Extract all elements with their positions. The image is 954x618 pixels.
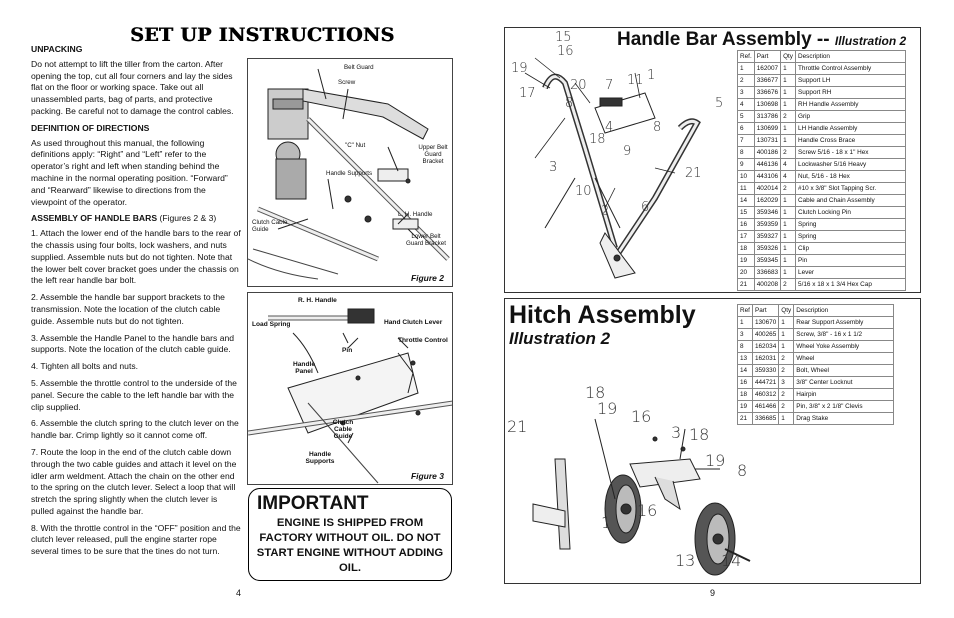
cell-part: 162034 [752,341,778,353]
callout-number: 15 [555,30,572,45]
callout-number: 5 [715,96,724,111]
callout-number: 17 [519,86,536,101]
cell-description: Bolt, Wheel [794,365,894,377]
callout-number: 13 [675,551,696,570]
directions-text: As used throughout this manual, the following definitions apply: “Right” and “Left” refer to the operator’s right and left when standing behind the machine in the normal operating position. “Forward” and “Rearward” likewise to directions from the viewpoint of the operator. [31,137,228,207]
table-row [738,401,894,413]
cell-description: Support LH [796,75,906,87]
callout-number: 18 [585,383,606,402]
cell-qty: 3 [779,377,794,389]
cell-qty: 1 [781,255,796,267]
cell-qty: 1 [781,195,796,207]
cell-qty: 1 [781,243,796,255]
page-number-right: 9 [710,588,716,598]
fig3-label-pin: Pin [342,347,353,354]
table-row [738,329,894,341]
col-qty: Qty [779,305,794,317]
callout-number: 4 [605,120,614,135]
cell-ref: 11 [738,183,755,195]
cell-part: 336676 [754,87,780,99]
table-row [738,63,906,75]
cell-part: 359327 [754,231,780,243]
cell-part: 444721 [752,377,778,389]
figure-2 [247,58,453,287]
cell-qty: 2 [781,279,796,291]
callout-number: 19 [597,399,618,418]
unpacking-heading: UNPACKING [31,44,83,54]
instructions-column [31,40,241,563]
table-row [738,87,906,99]
col-description: Description [794,305,894,317]
col-description: Description [796,51,906,63]
cell-qty: 2 [781,183,796,195]
col-ref: Ref. [738,51,755,63]
callout-number: 18 [689,425,710,444]
fig2-label-handle-supports: Handle Supports [326,170,373,177]
cell-description: Lever [796,267,906,279]
cell-qty: 1 [781,207,796,219]
cell-part: 162007 [754,63,780,75]
handle-bar-assembly-panel [504,27,921,293]
cell-qty: 2 [779,401,794,413]
cell-ref: 16 [738,377,753,389]
callout-number: 9 [623,144,632,159]
cell-ref: 1 [738,63,755,75]
cell-qty: 1 [779,341,794,353]
cell-qty: 1 [781,135,796,147]
important-notice [248,488,452,581]
fig2-label-upper-guard: Upper Belt Guard Bracket [418,144,448,165]
table-row [738,135,906,147]
cell-qty: 2 [779,365,794,377]
cell-description: RH Handle Assembly [796,99,906,111]
cell-description: Pin [796,255,906,267]
step-4: 4. Tighten all bolts and nuts. [31,361,139,372]
cell-qty: 1 [779,413,794,425]
fig3-label-throttle-control: Throttle Control [398,337,448,344]
col-part: Part [754,51,780,63]
cell-part: 400265 [752,329,778,341]
assembly-heading [31,213,241,225]
cell-description: #10 x 3/8" Slot Tapping Scr. [796,183,906,195]
cell-ref: 8 [738,147,755,159]
cell-description: 5/16 x 18 x 1 3/4 Hex Cap [796,279,906,291]
fig2-label-screw: Screw [338,79,356,86]
callout-number: 16 [637,501,658,520]
table-row [738,353,894,365]
cell-ref: 14 [738,195,755,207]
cell-ref: 15 [738,207,755,219]
callout-number: 1 [601,513,612,532]
cell-part: 162029 [754,195,780,207]
cell-qty: 1 [781,99,796,111]
important-text: ENGINE IS SHIPPED FROM FACTORY WITHOUT OIL. DO NOT START ENGINE WITHOUT ADDING OIL. [256,517,444,574]
cell-part: 336685 [752,413,778,425]
table-row [738,123,906,135]
cell-description: Drag Stake [794,413,894,425]
cell-qty: 4 [781,159,796,171]
cell-part: 400208 [754,279,780,291]
table-row [738,171,906,183]
cell-qty: 1 [781,123,796,135]
table-row [738,111,906,123]
cell-part: 443106 [754,171,780,183]
cell-description: Wheel Yoke Assembly [794,341,894,353]
cell-ref: 16 [738,219,755,231]
cell-description: Throttle Control Assembly [796,63,906,75]
table-row [738,75,906,87]
callout-number: 6 [641,200,650,215]
cell-ref: 3 [738,87,755,99]
cell-ref: 9 [738,159,755,171]
page-number-left: 4 [236,588,242,598]
table-row [738,317,894,329]
cell-part: 446136 [754,159,780,171]
cell-ref: 14 [738,365,753,377]
cell-part: 130670 [752,317,778,329]
cell-part: 162031 [752,353,778,365]
callout-number: 1 [647,68,656,83]
cell-ref: 6 [738,123,755,135]
figure-2-caption: Figure 2 [410,273,444,283]
table-row [738,243,906,255]
fig3-label-handle-supports: Handle Supports [305,451,335,465]
cell-qty: 1 [781,231,796,243]
table-row [738,147,906,159]
cell-description: Clip [796,243,906,255]
cell-ref: 10 [738,171,755,183]
table-row [738,377,894,389]
step-6: 6. Assemble the clutch spring to the clutch lever on the handle bar. Crimp lightly so it cannot come off. [31,418,239,441]
cell-description: Wheel [794,353,894,365]
step-2: 2. Assemble the handle bar support brackets to the transmission. Note the location of the clutch cable guide. Assemble nuts but do not tighten. [31,292,225,326]
cell-part: 359345 [754,255,780,267]
cell-ref: 21 [738,413,753,425]
cell-part: 400186 [754,147,780,159]
cell-description: Spring [796,219,906,231]
cell-qty: 1 [779,329,794,341]
callout-number: 3 [671,423,682,442]
cell-description: Nut, 5/16 - 18 Hex [796,171,906,183]
cell-qty: 1 [781,63,796,75]
table-header-row [738,51,906,63]
cell-qty: 4 [781,171,796,183]
table-row [738,413,894,425]
cell-ref: 18 [738,389,753,401]
callout-number: 8 [653,120,662,135]
cell-part: 336677 [754,75,780,87]
cell-part: 130698 [754,99,780,111]
callout-number: 7 [605,78,614,93]
callout-number: 3 [549,160,558,175]
cell-part: 359330 [752,365,778,377]
cell-description: Rear Support Assembly [794,317,894,329]
callout-number: 19 [511,61,528,76]
fig3-label-hand-clutch-lever: Hand Clutch Lever [384,319,443,326]
fig3-label-rh-handle: R. H. Handle [298,297,337,304]
fig3-label-handle-panel: Handle Panel [293,361,315,375]
important-heading: IMPORTANT [257,493,369,514]
table-row [738,341,894,353]
cell-qty: 2 [781,147,796,159]
cell-description: Grip [796,111,906,123]
fig3-label-load-spring: Load Spring [252,321,291,328]
cell-description: Pin, 3/8" x 2 1/8" Clevis [794,401,894,413]
cell-description: Screw, 3/8" - 16 x 1 1/2 [794,329,894,341]
callout-number: 21 [685,166,702,181]
callout-number: 18 [589,132,606,147]
assembly-heading-ref: (Figures 2 & 3) [159,213,217,224]
table-header-row [738,305,894,317]
figure-3 [247,292,453,485]
table-row [738,207,906,219]
cell-description: Spring [796,231,906,243]
fig2-label-c-nut: "C" Nut [345,142,366,149]
cell-ref: 19 [738,255,755,267]
fig2-label-lower-guard: Lower Belt Guard Bracket [406,233,446,247]
cell-part: 359326 [754,243,780,255]
cell-part: 460312 [752,389,778,401]
hitch-subtitle: Illustration 2 [509,329,611,348]
cell-ref: 17 [738,231,755,243]
page-title: SET UP INSTRUCTIONS [130,24,395,46]
callout-number: 16 [631,407,652,426]
table-row [738,99,906,111]
cell-ref: 3 [738,329,753,341]
callout-number: 20 [570,78,587,93]
cell-ref: 19 [738,401,753,413]
col-ref: Ref [738,305,753,317]
callout-number: 2 [601,204,610,219]
callout-number: 10 [575,184,592,199]
cell-description: Hairpin [794,389,894,401]
callout-number: 8 [565,96,574,111]
handle-bar-drawing [505,28,737,293]
cell-qty: 1 [779,317,794,329]
callout-number: 11 [627,73,644,88]
cell-part: 313786 [754,111,780,123]
cell-description: 3/8" Center Locknut [794,377,894,389]
cell-ref: 20 [738,267,755,279]
table-row [738,159,906,171]
cell-ref: 21 [738,279,755,291]
fig2-label-l-handle: L. H. Handle [398,211,433,218]
cell-ref: 13 [738,353,753,365]
fig2-label-clutch-cable-guide: Clutch Cable Guide [252,219,288,233]
cell-qty: 2 [779,353,794,365]
cell-description: LH Handle Assembly [796,123,906,135]
table-row [738,279,906,291]
cell-part: 336683 [754,267,780,279]
unpacking-text: Do not attempt to lift the tiller from the carton. After opening the top, cut all four corners and lay the sides flat on the floor or working space. Take out all unassembled parts, bag of parts, and protective packing. Be careful not to damage the control cables. [31,58,234,116]
cell-ref: 18 [738,243,755,255]
cell-description: Clutch Locking Pin [796,207,906,219]
cell-ref: 8 [738,341,753,353]
table-row [738,183,906,195]
callout-number: 8 [737,461,748,480]
cell-part: 461466 [752,401,778,413]
handle-bar-parts-table [737,50,906,291]
cell-description: Lockwasher 5/16 Heavy [796,159,906,171]
callout-number: 14 [721,551,742,570]
cell-description: Support RH [796,87,906,99]
table-row [738,219,906,231]
table-row [738,231,906,243]
cell-qty: 2 [781,111,796,123]
table-row [738,267,906,279]
table-row [738,195,906,207]
callout-number: 16 [557,44,574,59]
col-qty: Qty [781,51,796,63]
callout-number: 19 [705,451,726,470]
step-7: 7. Route the loop in the end of the clutch cable down through the two cable guides and attach it level on the idler arm weldment. Attach the chain on the other end to the spring on the clutch lever. Select a loop that will stretch the spring slightly when the clutch lever is pulled against the handle bar. [31,446,237,516]
directions-heading: DEFINITION OF DIRECTIONS [31,122,150,133]
cell-ref: 7 [738,135,755,147]
handle-bar-subtitle: Illustration 2 [834,34,907,48]
table-row [738,365,894,377]
fig3-label-clutch-cable-guide: Clutch Cable Guide [332,419,354,440]
cell-ref: 2 [738,75,755,87]
table-row [738,389,894,401]
hitch-assembly-panel [504,298,921,584]
cell-description: Handle Cross Brace [796,135,906,147]
step-3: 3. Assemble the Handle Panel to the handle bars and supports. Note the location of the clutch cable guide. [31,332,235,355]
cell-qty: 2 [779,389,794,401]
hitch-title: Hitch Assembly [509,301,696,329]
cell-qty: 1 [781,87,796,99]
fig2-label-belt-guard: Belt Guard [344,64,374,71]
cell-part: 402014 [754,183,780,195]
cell-part: 130699 [754,123,780,135]
hitch-parts-table [737,304,894,425]
step-1: 1. Attach the lower end of the handle bars to the rear of the chassis using four bolts, lock washers, and nuts supplied. Assemble nuts but do not tighten. Note that the lower belt cover bracket goes under the chassis on the left rear handle bar bolt. [31,228,241,286]
step-8: 8. With the throttle control in the “OFF” position and the clutch lever released, pull the engine starter rope several times to be sure that the tines do not turn. [31,522,241,557]
cell-ref: 4 [738,99,755,111]
figure-3-caption: Figure 3 [410,471,444,481]
step-5: 5. Assemble the throttle control to the underside of the panel. Secure the cable to the left handle bar with the clip supplied. [31,377,237,412]
callout-number: 21 [507,417,528,436]
handle-bar-title-text: Handle Bar Assembly -- [617,29,830,50]
cell-part: 359346 [754,207,780,219]
cell-ref: 5 [738,111,755,123]
cell-qty: 1 [781,267,796,279]
table-row [738,255,906,267]
cell-part: 130731 [754,135,780,147]
cell-qty: 1 [781,75,796,87]
cell-qty: 1 [781,219,796,231]
cell-description: Cable and Chain Assembly [796,195,906,207]
cell-description: Screw 5/16 - 18 x 1" Hex [796,147,906,159]
col-part: Part [752,305,778,317]
cell-part: 359359 [754,219,780,231]
cell-ref: 1 [738,317,753,329]
assembly-heading-text: ASSEMBLY OF HANDLE BARS [31,213,158,224]
